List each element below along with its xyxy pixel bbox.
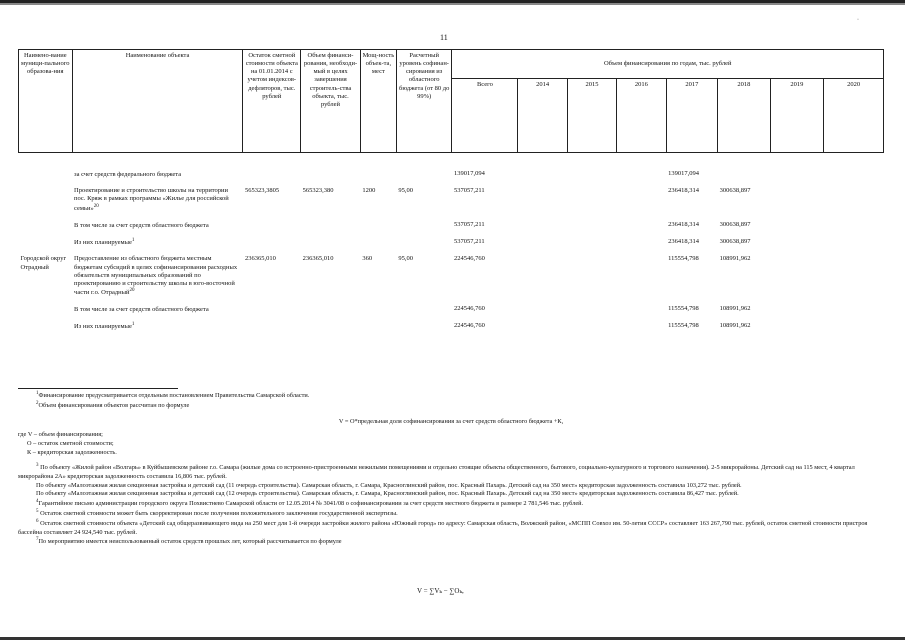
cell-municipality bbox=[19, 184, 73, 218]
cell-required-funding bbox=[301, 302, 361, 319]
formula-2: V = ∑Vₖ − ∑Oₖ, bbox=[417, 587, 464, 595]
cell-2018: 108991,962 bbox=[719, 322, 751, 330]
table-row bbox=[19, 302, 884, 319]
header-year-2016: 2016 bbox=[617, 79, 666, 153]
cell-required-funding bbox=[301, 319, 361, 336]
cell-cofinancing-level bbox=[396, 218, 452, 235]
header-year-2020: 2020 bbox=[824, 79, 884, 153]
footnote-3b: По объекту «Малоэтажная жилая секционная застройка и детский сад (11 очередь строительства). Самарская область, г. Самара, Красноглинский район, пос. Красный Пахарь. Детский сад на 350 мест» кредиторская задолженность составила 103,272 тыс. рублей. bbox=[36, 481, 742, 489]
footnote-2: $^2$Объем финансирования объектов рассчитан по формуле bbox=[36, 400, 190, 409]
header-year-total: Всего bbox=[452, 79, 518, 153]
cell-cofinancing-level bbox=[396, 302, 452, 319]
cell-municipality bbox=[19, 167, 73, 184]
cell-object-name: Проектирование и строительство школы на территории пос. Кряж в рамках программы «Жилье для российской семьи»$^{20}$ bbox=[74, 187, 229, 212]
footnote-1: $^1$Финансирование предусматривается отдельным постановлением Правительства Самарской области. bbox=[36, 391, 310, 400]
header-cofinancing-level: Расчетный уровень софинан-сирования из областного бюджета (от 80 до 99%) bbox=[396, 50, 452, 153]
cell-2018: 300638,897 bbox=[719, 187, 751, 195]
cell-cofinancing-level bbox=[396, 235, 452, 252]
footnotes bbox=[18, 388, 884, 547]
table-row bbox=[19, 252, 884, 302]
footnote-4: $^4$Гарантийное письмо администрации городского округа Похвистнево Самарской области от 12.05.2014 № 3041/08 о софинансировании за счет средств местного бюджета в размере 2 781,546 тыс. рублей. bbox=[36, 499, 584, 508]
cell-object-name: В том числе за счет средств областного бюджета bbox=[74, 221, 209, 229]
cell-required-funding bbox=[301, 235, 361, 252]
header-object-name: Наименование объекта bbox=[72, 50, 243, 153]
cell-capacity: 1200 bbox=[362, 187, 376, 195]
financing-table bbox=[18, 49, 884, 337]
cell-total: 537057,211 bbox=[453, 238, 485, 246]
cell-remaining-cost: 565323,3805 bbox=[244, 187, 280, 195]
cell-capacity bbox=[360, 167, 396, 184]
where-k: К – кредиторская задолженность. bbox=[27, 448, 117, 456]
cell-remaining-cost bbox=[243, 235, 301, 252]
header-year-2019: 2019 bbox=[770, 79, 824, 153]
footnote-5: $^5$ Остаток сметной стоимости может быть скорректирован после получения положительного заключения государственной экспертизы. bbox=[36, 508, 398, 518]
cell-2017: 115554,798 bbox=[668, 305, 699, 313]
cell-capacity bbox=[360, 235, 396, 252]
footnote-6: $^6$ Остаток сметной стоимости объекта «Детский сад общеразвивающего вида на 250 мест для 1-й очереди застройки жилого района «Южный город» по адресу: Самарская область, Волжский район, «МСПП Совхоз им. 50-летия СССР» составляет 163 267,790 тыс. рублей, остаток сметной стоимости пристроя бассейна составляет 24 924,540 тыс. рублей. bbox=[18, 518, 868, 536]
cell-municipality bbox=[19, 218, 73, 235]
cell-2018 bbox=[718, 167, 771, 184]
table-row bbox=[19, 235, 884, 252]
cell-2017: 139017,094 bbox=[668, 170, 700, 177]
cell-total: 139017,094 bbox=[453, 170, 485, 177]
cell-municipality bbox=[19, 235, 73, 252]
scan-top-shadow bbox=[0, 3, 905, 5]
corner-mark: · bbox=[857, 17, 859, 23]
cell-2018: 300638,897 bbox=[719, 238, 751, 246]
cell-2017: 236418,314 bbox=[668, 238, 700, 246]
cell-cofinancing-level bbox=[396, 167, 452, 184]
cell-object-name: Из них планируемые$^1$ bbox=[74, 322, 135, 331]
cell-remaining-cost bbox=[243, 218, 301, 235]
cell-total: 224546,760 bbox=[453, 322, 485, 330]
cell-object-name: за счет средств федерального бюджета bbox=[74, 171, 182, 179]
where-o: О – остаток сметной стоимости; bbox=[27, 439, 114, 447]
cell-2018: 108991,962 bbox=[719, 305, 751, 313]
header-remaining-cost: Остаток сметной стоимости объекта на 01.01.2014 с учетом индексов-дефляторов, тыс. рублей bbox=[243, 50, 301, 153]
cell-municipality: Городской округ Отрадный bbox=[20, 255, 67, 271]
footnote-3: $^3$ По объекту «Жилой район «Волгарь» в Куйбышевском районе г.о. Самара (жилые дома со встроенно-пристроенными нежилыми помещениями и отдельно стоящие объекты общественного, бытового, социально-культурного и торгового назначения). 2-5 микрорайоны. Детский сад на 115 мест, 4 квартал микрорайона 2А» кредиторская задолженность составила 16,806 тыс. рублей. bbox=[18, 463, 855, 481]
cell-2018: 108991,962 bbox=[719, 255, 751, 263]
header-year-2015: 2015 bbox=[567, 79, 616, 153]
cell-2017: 115554,798 bbox=[668, 322, 699, 330]
cell-remaining-cost bbox=[243, 167, 301, 184]
cell-municipality bbox=[19, 319, 73, 336]
header-year-2017: 2017 bbox=[666, 79, 717, 153]
cell-remaining-cost bbox=[243, 302, 301, 319]
cell-total: 537057,211 bbox=[453, 220, 485, 228]
header-funding-by-year: Объем финансирования по годам, тыс. рублей bbox=[452, 50, 884, 79]
cell-required-funding: 565323,380 bbox=[302, 187, 334, 195]
where-v: где V – объем финансирования; bbox=[18, 431, 103, 439]
cell-2017: 236418,314 bbox=[668, 220, 700, 228]
cell-2017: 236418,314 bbox=[668, 187, 700, 195]
header-year-2014: 2014 bbox=[518, 79, 567, 153]
cell-cofinancing-level: 95,00 bbox=[398, 255, 414, 263]
cell-object-name: Из них планируемые$^1$ bbox=[74, 238, 135, 247]
cell-capacity: 360 bbox=[362, 255, 373, 263]
cell-required-funding: 236365,010 bbox=[302, 255, 334, 263]
cell-municipality bbox=[19, 302, 73, 319]
cell-object-name: В том числе за счет средств областного бюджета bbox=[74, 306, 209, 314]
header-municipality: Наимено-вание муници-пального образова-ния bbox=[19, 50, 73, 153]
cell-object-name: Предоставление из областного бюджета местным бюджетам субсидий в целях софинансирования расходных обязательств муниципальных образований по проектированию и строительству школы в юго-восточной части г.о. Отрадный$^{20}$ bbox=[74, 255, 238, 297]
cell-total: 224546,760 bbox=[453, 305, 485, 313]
table-spacer bbox=[19, 153, 884, 168]
cell-required-funding bbox=[301, 167, 361, 184]
cell-capacity bbox=[360, 218, 396, 235]
cell-total: 537057,211 bbox=[453, 187, 485, 195]
header-year-2018: 2018 bbox=[718, 79, 771, 153]
page-number: 11 bbox=[440, 33, 448, 42]
cell-total: 224546,760 bbox=[453, 255, 485, 263]
table-row bbox=[19, 218, 884, 235]
header-capacity: Мощ-ность объек-та, мест bbox=[360, 50, 396, 153]
cell-2018: 300638,897 bbox=[719, 220, 751, 228]
footnote-7: $^7$По мероприятию имеется неиспользованный остаток средств прошлых лет, который рассчитывается по формуле bbox=[36, 537, 342, 546]
table-row bbox=[19, 184, 884, 218]
cell-cofinancing-level bbox=[396, 319, 452, 336]
cell-cofinancing-level: 95,00 bbox=[398, 187, 414, 195]
footnote-rule bbox=[18, 388, 178, 389]
header-required-funding: Объем финанси-рования, необходи-мый в целях завершения строитель-ства объекта, тыс. рублей bbox=[301, 50, 361, 153]
cell-2017: 115554,798 bbox=[668, 255, 699, 263]
cell-remaining-cost bbox=[243, 319, 301, 336]
cell-required-funding bbox=[301, 218, 361, 235]
formula-1: V = О*предельная доля софинансирования за счет средств областного бюджета +К, bbox=[338, 417, 564, 425]
cell-remaining-cost: 236365,010 bbox=[244, 255, 276, 263]
cell-capacity bbox=[360, 319, 396, 336]
footnote-3c: По объекту «Малоэтажная жилая секционная застройка и детский сад (12 очередь строительства). Самарская область, г. Самара, Красноглинский район, пос. Красный Пахарь. Детский сад на 350 мест» кредиторская задолженность составила 86,427 тыс. рублей. bbox=[36, 490, 739, 498]
table-row bbox=[19, 167, 884, 184]
table-row bbox=[19, 319, 884, 336]
cell-capacity bbox=[360, 302, 396, 319]
